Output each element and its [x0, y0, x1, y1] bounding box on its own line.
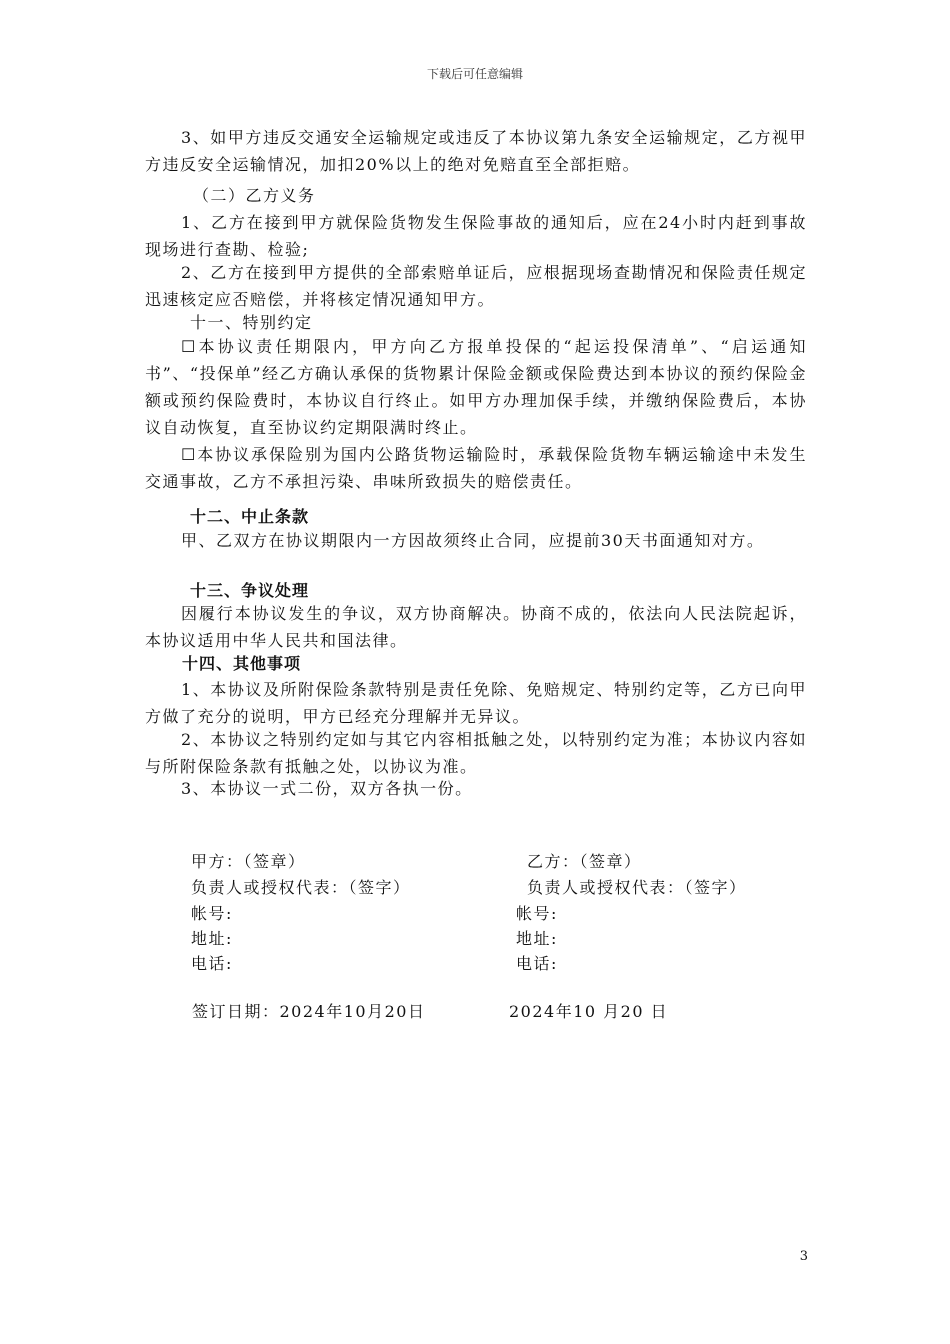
- clause-10-1-3: 3、如甲方违反交通安全运输规定或违反了本协议第九条安全运输规定，乙方视甲方违反安全运输情况，加扣20%以上的绝对免赔直至全部拒赔。: [145, 128, 807, 174]
- party-a-representative: 负责人或授权代表：（签字）: [191, 878, 411, 897]
- section-11-heading: 十一、特别约定: [190, 313, 313, 332]
- party-b-seal: 乙方：（签章）: [527, 852, 642, 871]
- signing-date-b: 2024年10 月20 日: [509, 1002, 669, 1021]
- sub-heading-party-b-duties: （二）乙方义务: [193, 186, 316, 205]
- party-a-address: 地址:: [191, 929, 233, 948]
- party-b-address: 地址:: [516, 929, 558, 948]
- section-14-item-1: 1、本协议及所附保险条款特别是责任免除、免赔规定、特别约定等，乙方已向甲方做了充分的说明，甲方已经充分理解并无异议。: [145, 680, 807, 726]
- section-13-text: 因履行本协议发生的争议，双方协商解决。协商不成的，依法向人民法院起诉，本协议适用中华人民共和国法律。: [145, 604, 807, 650]
- clause-11-1: ☐本协议责任期限内，甲方向乙方报单投保的“起运投保清单”、“启运通知书”、“投保单”经乙方确认承保的货物累计保险金额或保险费达到本协议的预约保险金额或预约保险费时，本协议自行终止。如甲方办理加保手续，并缴纳保险费后，本协议自动恢复，直至协议约定期限满时终止。: [145, 337, 807, 437]
- section-14-item-2: 2、本协议之特别约定如与其它内容相抵触之处，以特别约定为准；本协议内容如与所附保险条款有抵触之处，以协议为准。: [145, 730, 807, 776]
- party-a-seal: 甲方：（签章）: [191, 852, 306, 871]
- party-b-representative: 负责人或授权代表：（签字）: [527, 878, 747, 897]
- clause-10-2-2: 2、乙方在接到甲方提供的全部索赔单证后，应根据现场查勘情况和保险责任规定迅速核定应否赔偿，并将核定情况通知甲方。: [145, 263, 807, 309]
- party-b-phone: 电话:: [516, 954, 558, 973]
- party-a-phone: 电话:: [191, 954, 233, 973]
- section-12-heading: 十二、中止条款: [190, 507, 310, 526]
- page-header: 下载后可任意编辑: [426, 67, 523, 81]
- section-13-heading: 十三、争议处理: [190, 581, 310, 600]
- page-number: 3: [799, 1249, 808, 1264]
- section-14-item-3: 3、本协议一式二份，双方各执一份。: [181, 779, 473, 798]
- clause-10-2-1: 1、乙方在接到甲方就保险货物发生保险事故的通知后，应在24小时内赶到事故现场进行查勘、检验;: [145, 213, 807, 259]
- signing-date-a: 签订日期：2024年10月20日: [192, 1002, 426, 1021]
- clause-11-2: ☐本协议承保险别为国内公路货物运输险时，承载保险货物车辆运输途中未发生交通事故，乙方不承担污染、串味所致损失的赔偿责任。: [145, 445, 807, 491]
- section-12-text: 甲、乙双方在协议期限内一方因故须终止合同，应提前30天书面通知对方。: [181, 531, 765, 550]
- party-a-account: 帐号:: [191, 904, 233, 923]
- section-14-heading: 十四、其他事项: [182, 654, 302, 673]
- party-b-account: 帐号:: [516, 904, 558, 923]
